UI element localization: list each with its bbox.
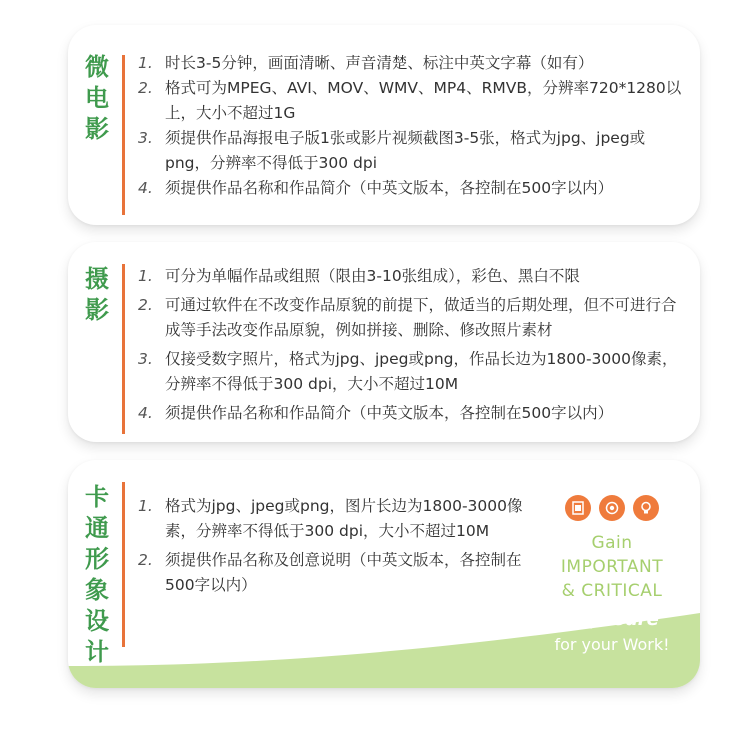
title-char: 通: [85, 514, 109, 542]
list-item: [138, 494, 540, 544]
promo-line-critical: & CRITICAL: [561, 581, 663, 601]
title-char: 象: [85, 576, 109, 604]
section-title: [84, 52, 110, 145]
section-title: [84, 264, 110, 326]
list-item: [138, 76, 688, 126]
item-number: 3.: [138, 350, 153, 368]
item-text: 可通过软件在不改变作品原貌的前提下，做适当的后期处理，但不可进行合成等手法改变作品原貌，例如拼接、删除、修改照片素材: [165, 296, 677, 339]
title-char: 卡: [85, 483, 109, 511]
item-number: 2.: [138, 79, 153, 97]
item-number: 3.: [138, 129, 153, 147]
item-text: 时长3-5分钟，画面清晰、声音清楚、标注中英文字幕（如有）: [165, 54, 594, 72]
title-char: 影: [85, 296, 109, 324]
accent-bar: [122, 55, 125, 215]
promo-line-exposure: Exposure: [565, 609, 659, 630]
promo-line-for-your-work: for your Work!: [554, 635, 670, 654]
item-text: 仅接受数字照片，格式为jpg、jpeg或png，作品长边为1800-3000像素，分辨率不得低于300 dpi，大小不超过10M: [165, 350, 678, 393]
lightbulb-icon: [633, 495, 659, 521]
item-text: 格式为jpg、jpeg或png，图片长边为1800-3000像素，分辨率不得低于300 dpi，大小不超过10M: [165, 497, 523, 540]
section-card-photography: [68, 242, 700, 442]
requirement-list: [138, 51, 688, 201]
item-text: 须提供作品海报电子版1张或影片视频截图3-5张，格式为jpg、jpeg或png，分辨率不得低于300 dpi: [165, 129, 646, 172]
item-text: 须提供作品名称和作品简介（中英文版本，各控制在500字以内）: [165, 404, 614, 422]
section-card-cartoon-design: [68, 460, 700, 688]
title-char: 设: [85, 607, 109, 635]
item-number: 4.: [138, 404, 153, 422]
title-char: 电: [85, 84, 109, 112]
item-number: 2.: [138, 296, 153, 314]
item-text: 须提供作品名称和作品简介（中英文版本，各控制在500字以内）: [165, 179, 614, 197]
list-item: [138, 548, 540, 598]
item-text: 须提供作品名称及创意说明（中英文版本，各控制在500字以内）: [165, 551, 522, 594]
title-char: 微: [85, 53, 109, 81]
list-item: [138, 51, 688, 76]
promo-line-gain: Gain: [591, 533, 633, 553]
item-text: 格式可为MPEG、AVI、MOV、WMV、MP4、RMVB，分辨率720*1280以上，大小不超过1G: [165, 79, 682, 122]
item-number: 2.: [138, 551, 153, 569]
requirement-list: [138, 264, 688, 426]
title-char: 计: [85, 638, 109, 666]
film-icon: [565, 495, 591, 521]
item-number: 4.: [138, 179, 153, 197]
title-char: 摄: [85, 265, 109, 293]
promo-icons: [542, 495, 682, 521]
list-item: [138, 293, 688, 343]
title-char: 影: [85, 115, 109, 143]
item-number: 1.: [138, 497, 153, 515]
list-item: [138, 126, 688, 176]
list-item: [138, 176, 688, 201]
exposure-promo: [542, 495, 682, 657]
item-number: 1.: [138, 54, 153, 72]
list-item: [138, 347, 688, 397]
promo-line-important: IMPORTANT: [560, 557, 664, 577]
camera-lens-icon: [599, 495, 625, 521]
list-item: [138, 401, 688, 426]
list-item: [138, 264, 688, 289]
accent-bar: [122, 264, 125, 434]
item-text: 可分为单幅作品或组照（限由3-10张组成），彩色、黑白不限: [165, 267, 580, 285]
section-title: [84, 482, 110, 668]
title-char: 形: [85, 545, 109, 573]
accent-bar: [122, 482, 125, 647]
section-card-micro-film: [68, 25, 700, 225]
requirement-list: [138, 494, 540, 598]
item-number: 1.: [138, 267, 153, 285]
